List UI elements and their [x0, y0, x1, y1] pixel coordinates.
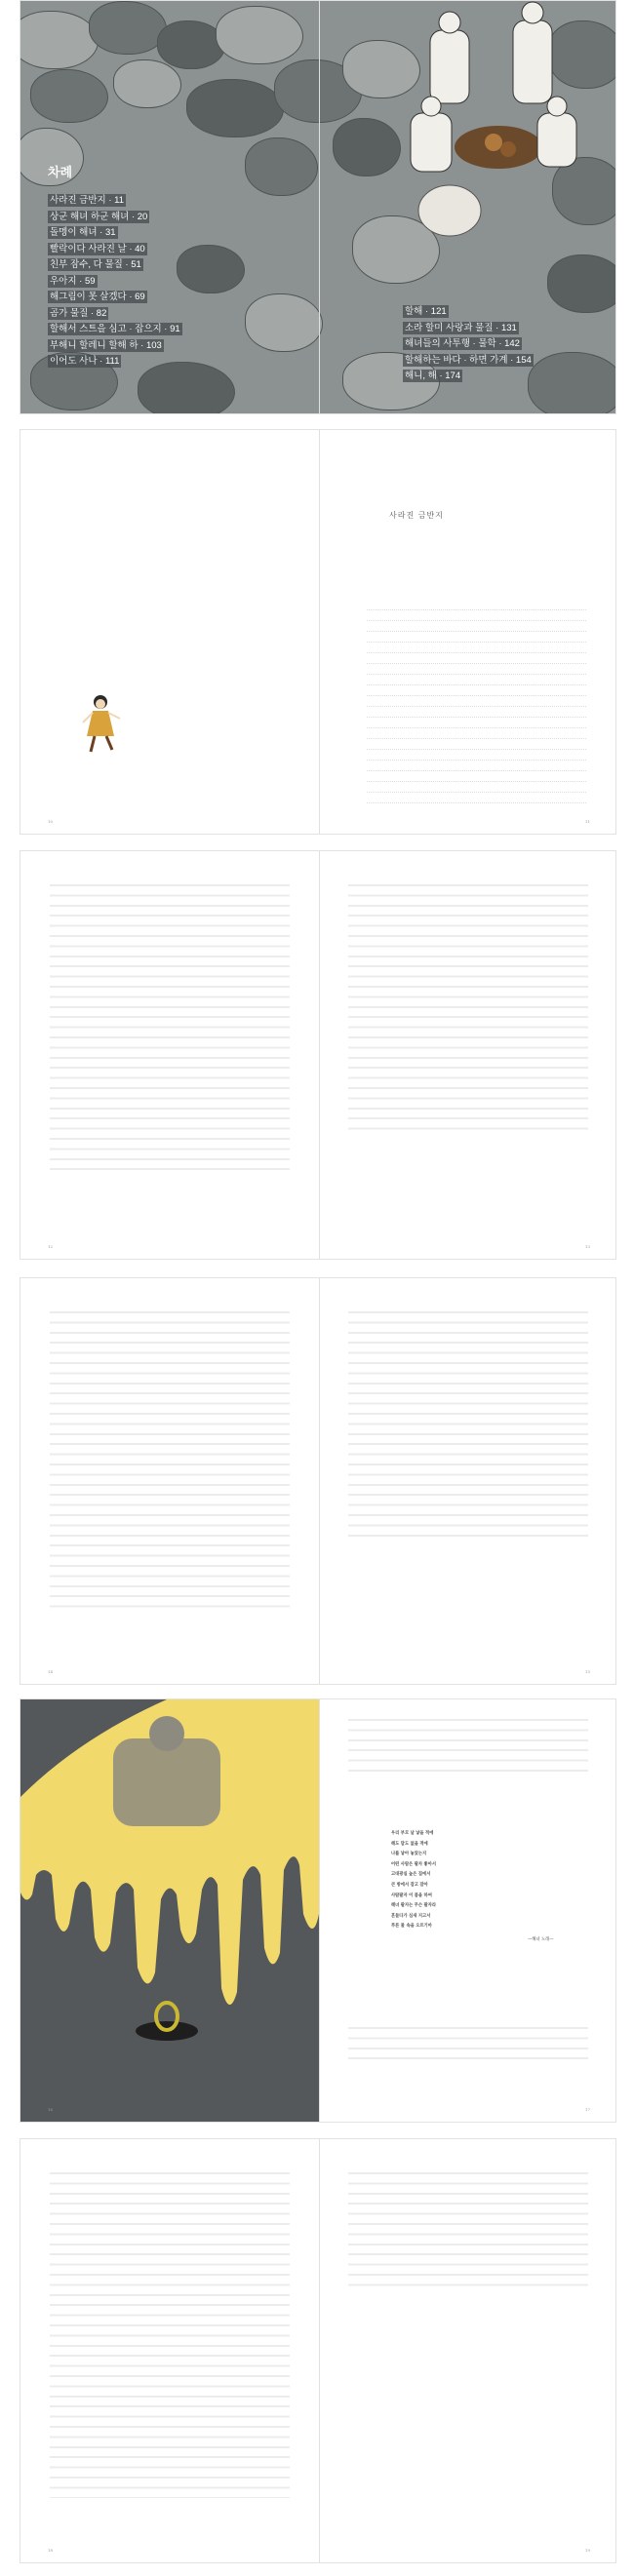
rock-illustration [245, 293, 323, 352]
poem-line: 큰 방에서 잠고 잠아 [391, 1882, 428, 1888]
body-text-block [50, 1306, 290, 1608]
running-girl-illustration [79, 693, 124, 758]
haenyeo-group-illustration [406, 1, 581, 240]
toc-item[interactable]: 해녀들의 사투행 · 물학 · 142 [405, 338, 520, 349]
page-number: 13 [584, 1244, 590, 1249]
rock-illustration [186, 79, 284, 137]
rock-illustration [333, 118, 401, 176]
page-13 [319, 851, 616, 1259]
poem-line: 고대광실 높은 집에서 [391, 1872, 431, 1878]
page-18 [20, 2139, 319, 2562]
toc-title: 차례 [48, 165, 73, 179]
page-number: 14 [48, 1669, 54, 1674]
rock-illustration [216, 6, 303, 64]
body-text-block [50, 878, 290, 1171]
page-12 [20, 851, 319, 1259]
toc-item[interactable]: 할해하는 바다 · 하면 가계 · 154 [405, 354, 532, 366]
poem-line: 나를 낳아 놓았는지 [391, 1852, 427, 1857]
rock-illustration [177, 245, 245, 293]
rock-illustration [113, 59, 181, 108]
rock-illustration [30, 69, 108, 123]
toc-item[interactable]: 할해서 스트을 심고 · 잡으지 · 91 [50, 324, 180, 334]
body-text-block [348, 1713, 588, 1772]
page-number: 16 [48, 2107, 54, 2112]
toc-item[interactable]: 사라진 금반지 · 11 [50, 195, 125, 206]
toc-item[interactable]: 빨락이다 사라진 날 · 40 [50, 243, 145, 254]
page-number: 18 [48, 2548, 54, 2553]
spread-gutter [319, 1, 320, 413]
page-17 [319, 1699, 616, 2122]
toc-item[interactable]: 우아지 · 59 [50, 275, 96, 287]
honey-drip-illustration [20, 1699, 319, 2123]
haenyeo-song-poem [391, 1829, 436, 1932]
rock-illustration [20, 11, 99, 69]
body-text-block [50, 2166, 290, 2498]
spread-pages-12-13 [20, 850, 616, 1260]
rock-illustration [245, 137, 318, 196]
poem-line: 흔들다가 심새 지고서 [391, 1913, 431, 1919]
poem-line: 해녀 팔자는 무슨 팔자라 [391, 1903, 436, 1909]
page-number: 19 [584, 2548, 590, 2553]
toc-item[interactable]: 해그림이 못 살겠다 · 69 [50, 292, 145, 302]
toc-item[interactable]: 해니, 해 · 174 [405, 371, 461, 381]
spread-pages-10-11 [20, 429, 616, 835]
page-10 [20, 430, 319, 834]
rock-illustration [89, 1, 167, 55]
poem-line: 어떤 사람은 팔자 좋아서 [391, 1861, 436, 1867]
body-text-block [348, 878, 588, 1132]
body-text-block [367, 603, 586, 806]
toc-item[interactable]: 이어도 사나 · 111 [50, 356, 120, 367]
rock-illustration [547, 254, 616, 313]
spread-pages-18-19 [20, 2138, 616, 2563]
page-16-illustration [20, 1699, 319, 2122]
toc-item[interactable]: 할해 · 121 [405, 306, 447, 317]
toc-item[interactable]: 부해니 할레니 할해 하 · 103 [50, 339, 162, 351]
page-15 [319, 1278, 616, 1684]
poem-line: 푸른 물 속을 오르기마 [391, 1924, 432, 1930]
toc-spread [20, 0, 616, 414]
body-text-block [348, 2021, 588, 2060]
body-text-block [348, 1306, 588, 1540]
page-number: 10 [48, 819, 54, 824]
toc-item[interactable]: 친부 잠수, 다 물질 · 51 [50, 259, 141, 270]
spread-pages-14-15 [20, 1277, 616, 1685]
chapter-title: 사라진 금반지 [389, 511, 444, 520]
page-number: 15 [584, 1669, 590, 1674]
page-number: 17 [584, 2107, 590, 2112]
toc-item[interactable]: 상군 해녀 하군 해녀 · 20 [50, 211, 148, 222]
body-text-block [348, 2166, 588, 2293]
toc-item[interactable]: 소라 할미 사랑과 물질 · 131 [405, 322, 517, 333]
spread-pages-16-17 [20, 1698, 616, 2123]
poem-caption: —해녀 노래— [528, 1937, 554, 1942]
toc-right-column [403, 305, 534, 386]
rock-illustration [528, 352, 616, 414]
toc-item[interactable]: 곰가 물질 · 82 [50, 307, 107, 319]
page-number: 12 [48, 1244, 54, 1249]
toc-item[interactable]: 돌멩이 해녀 · 31 [50, 227, 116, 238]
poem-line: 해도 달도 없을 적에 [391, 1841, 428, 1847]
page-19 [319, 2139, 616, 2562]
poem-line: 우리 부모 날 낳을 적에 [391, 1831, 434, 1836]
toc-left-column [48, 162, 182, 371]
page-number: 11 [584, 819, 590, 824]
page-14 [20, 1278, 319, 1684]
poem-line: 사람팔자 이 품을 하여 [391, 1893, 432, 1898]
